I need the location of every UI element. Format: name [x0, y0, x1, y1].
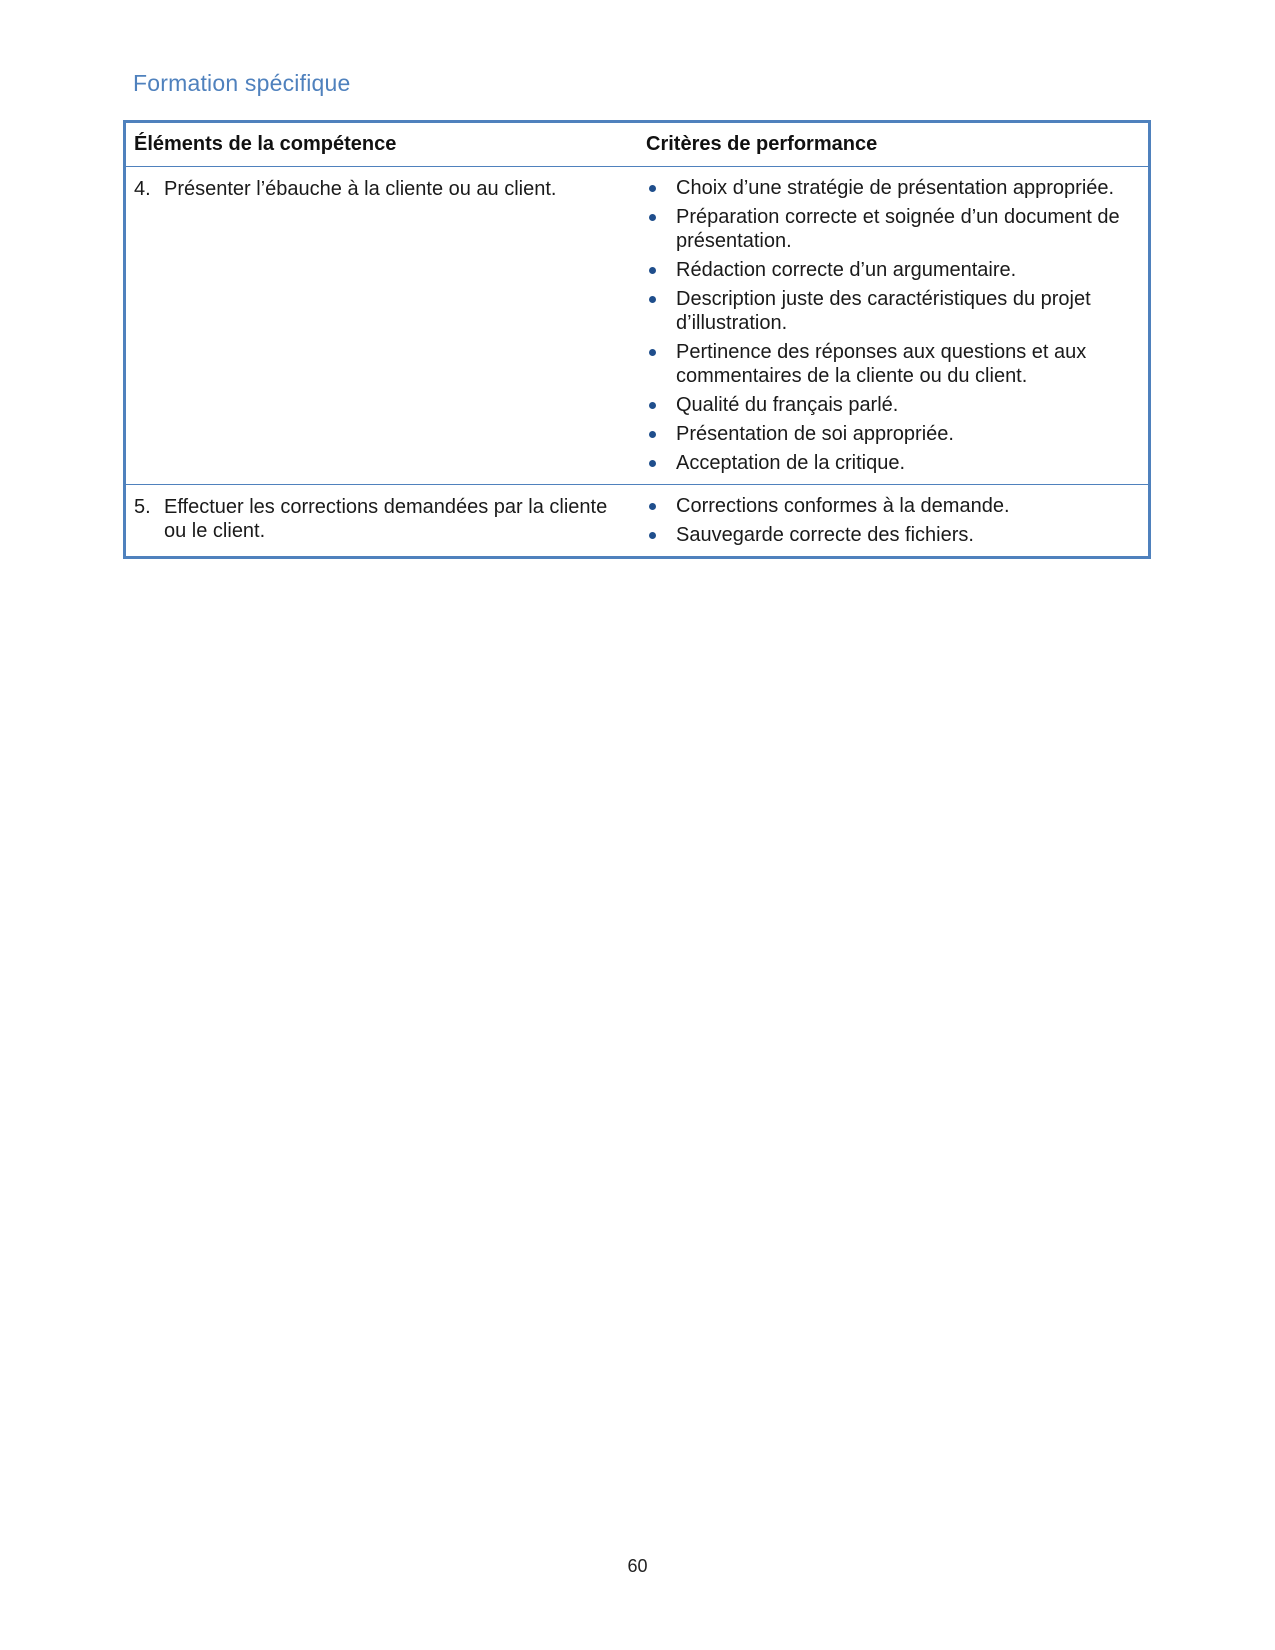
criteria-item: [646, 287, 1138, 335]
element-item: [134, 495, 628, 543]
element-text: Effectuer les corrections demandées par la cliente ou le client.: [164, 496, 608, 542]
element-cell: [126, 167, 638, 484]
criteria-text: Qualité du français parlé.: [676, 394, 899, 416]
element-number: 4.: [134, 178, 151, 200]
criteria-item: [646, 205, 1138, 253]
criteria-text: Rédaction correcte d’un argumentaire.: [676, 259, 1017, 281]
bullet-icon: [646, 451, 676, 475]
section-title: Formation spécifique: [133, 70, 351, 96]
criteria-item: [646, 523, 1138, 547]
bullet-icon: [646, 494, 676, 518]
element-cell: [126, 485, 638, 556]
bullet-icon: [646, 340, 676, 388]
bullet-icon: [646, 422, 676, 446]
criteria-list: [646, 176, 1138, 475]
page-number: 60: [627, 1556, 648, 1576]
criteria-item: [646, 176, 1138, 200]
criteria-item: [646, 258, 1138, 282]
table-row: [126, 484, 1148, 556]
criteria-item: [646, 451, 1138, 475]
bullet-icon: [646, 205, 676, 253]
element-item: [134, 177, 628, 201]
table-header-row: [126, 123, 1148, 166]
criteria-text: Préparation correcte et soignée d’un document de présentation.: [676, 206, 1120, 252]
criteria-text: Choix d’une stratégie de présentation appropriée.: [676, 177, 1115, 199]
criteria-cell: [638, 485, 1148, 556]
element-text: Présenter l’ébauche à la cliente ou au client.: [164, 178, 557, 200]
criteria-text: Pertinence des réponses aux questions et aux commentaires de la cliente ou du client.: [676, 341, 1087, 387]
bullet-icon: [646, 287, 676, 335]
table-row: [126, 166, 1148, 484]
criteria-text: Acceptation de la critique.: [676, 452, 906, 474]
bullet-icon: [646, 258, 676, 282]
criteria-list: [646, 494, 1138, 547]
criteria-item: [646, 340, 1138, 388]
criteria-text: Sauvegarde correcte des fichiers.: [676, 524, 974, 546]
criteria-text: Corrections conformes à la demande.: [676, 495, 1010, 517]
bullet-icon: [646, 393, 676, 417]
header-elements: Éléments de la compétence: [134, 133, 397, 155]
criteria-item: [646, 393, 1138, 417]
criteria-item: [646, 422, 1138, 446]
criteria-item: [646, 494, 1138, 518]
bullet-icon: [646, 176, 676, 200]
criteria-cell: [638, 167, 1148, 484]
competence-table: [123, 120, 1151, 559]
header-criteria: Critères de performance: [646, 133, 878, 155]
criteria-text: Présentation de soi appropriée.: [676, 423, 954, 445]
bullet-icon: [646, 523, 676, 547]
criteria-text: Description juste des caractéristiques du projet d’illustration.: [676, 288, 1091, 334]
element-number: 5.: [134, 496, 151, 518]
